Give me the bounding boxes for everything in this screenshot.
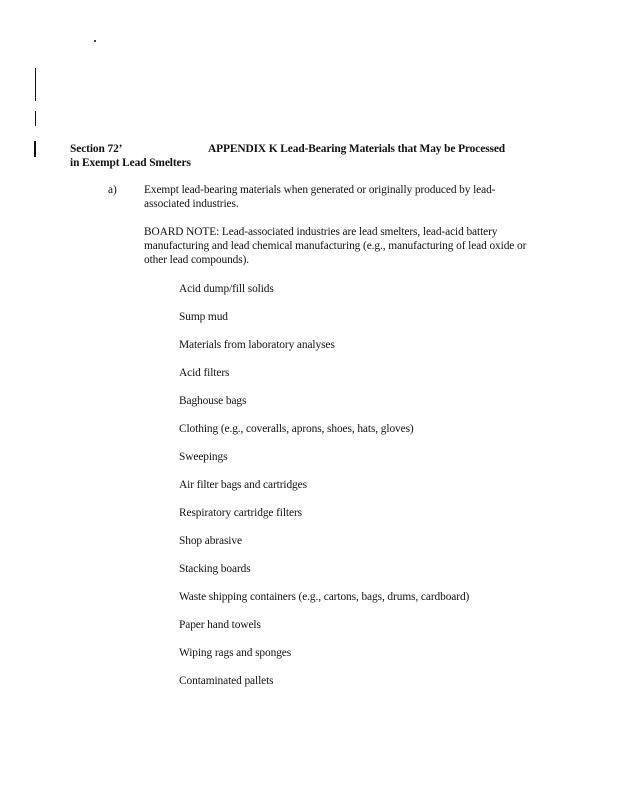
list-item: Acid dump/fill solids	[179, 283, 274, 295]
board-note: BOARD NOTE: Lead-associated industries are lead smelters, lead-acid battery manufacturing and lead chemical manufacturing (e.g., manufacturing of lead oxide or other lead compounds).	[144, 226, 527, 266]
appendix-title: APPENDIX K Lead-Bearing Materials that May be Processed	[208, 143, 506, 155]
revision-bar	[34, 141, 36, 157]
list-item: Materials from laboratory analyses	[179, 339, 335, 351]
list-item: Waste shipping containers (e.g., cartons, bags, drums, cardboard)	[179, 591, 470, 603]
list-item: Sweepings	[179, 451, 228, 463]
section-number: Section 72’	[70, 143, 123, 155]
section-heading	[70, 142, 550, 170]
list-item: Wiping rags and sponges	[179, 647, 292, 659]
subsection-label: a)	[108, 184, 117, 196]
list-item: Respiratory cartridge filters	[179, 507, 302, 519]
list-item: Contaminated pallets	[179, 675, 274, 687]
scan-speck	[94, 40, 96, 42]
list-item: Shop abrasive	[179, 535, 242, 547]
revision-bar	[35, 68, 36, 101]
list-item: Sump mud	[179, 311, 228, 323]
revision-bar	[35, 111, 36, 126]
appendix-title-continuation: in Exempt Lead Smelters	[70, 157, 191, 169]
materials-list	[179, 282, 469, 702]
list-item: Paper hand towels	[179, 619, 261, 631]
list-item: Stacking boards	[179, 563, 251, 575]
list-item: Baghouse bags	[179, 395, 247, 407]
list-item: Acid filters	[179, 367, 230, 379]
subsection-text: Exempt lead-bearing materials when generated or originally produced by lead-associated industries.	[144, 184, 496, 210]
list-item: Clothing (e.g., coveralls, aprons, shoes, hats, gloves)	[179, 423, 414, 435]
list-item: Air filter bags and cartridges	[179, 479, 307, 491]
